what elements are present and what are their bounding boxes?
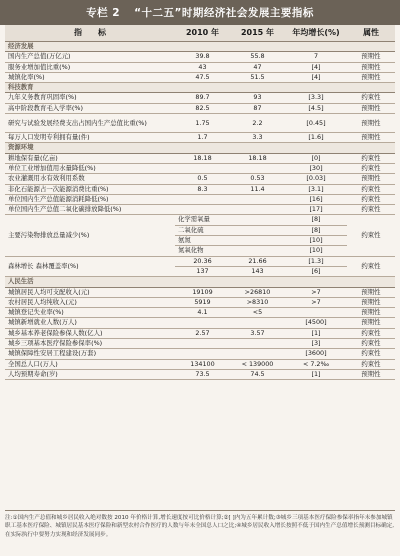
cell: 预期性 bbox=[347, 369, 395, 379]
category-row bbox=[5, 277, 395, 287]
table-row bbox=[5, 72, 395, 82]
cell: 预期性 bbox=[347, 174, 395, 184]
category-row bbox=[5, 83, 395, 93]
indicator-table bbox=[5, 25, 395, 380]
cell bbox=[175, 349, 230, 359]
cell: <5 bbox=[230, 308, 285, 318]
cell: 单位国内生产总值能源消耗降低(%) bbox=[5, 194, 175, 204]
cell: 137 bbox=[175, 266, 230, 276]
cell: 预期性 bbox=[347, 62, 395, 72]
cell: [0.45] bbox=[285, 114, 347, 133]
cell: [1] bbox=[285, 328, 347, 338]
cell: 1.75 bbox=[175, 114, 230, 133]
cell: 约束性 bbox=[347, 184, 395, 194]
cell: 城镇居民人均可支配收入(元) bbox=[5, 287, 175, 297]
cell: 全国总人口(万人) bbox=[5, 359, 175, 369]
header-2015: 2015 年 bbox=[230, 25, 285, 42]
category-tech: 科技教育 bbox=[5, 83, 395, 93]
cell: 约束性 bbox=[347, 93, 395, 103]
cell: 18.18 bbox=[175, 153, 230, 163]
header-row bbox=[5, 25, 395, 42]
cell: 3.57 bbox=[230, 328, 285, 338]
cell: [3] bbox=[285, 339, 347, 349]
cell bbox=[230, 339, 285, 349]
cell: 2.57 bbox=[175, 328, 230, 338]
cell: 约束性 bbox=[347, 194, 395, 204]
cell: 预期性 bbox=[347, 72, 395, 82]
table-row bbox=[5, 163, 395, 173]
cell: 19109 bbox=[175, 287, 230, 297]
cell: 九年义务教育巩固率(%) bbox=[5, 93, 175, 103]
cell: 82.5 bbox=[175, 103, 230, 113]
table-row bbox=[5, 328, 395, 338]
forest-label: 森林增长 bbox=[8, 261, 34, 270]
table-row bbox=[5, 308, 395, 318]
cell: [3600] bbox=[285, 349, 347, 359]
cell: 国内生产总值(万亿元) bbox=[5, 52, 175, 62]
cell: 预期性 bbox=[347, 308, 395, 318]
cell: 城镇化率(%) bbox=[5, 72, 175, 82]
table-row bbox=[5, 103, 395, 113]
cell: [0.03] bbox=[285, 174, 347, 184]
cell: 5919 bbox=[175, 297, 230, 307]
cell: 城镇新增就业人数(万人) bbox=[5, 318, 175, 328]
table-row bbox=[5, 93, 395, 103]
cell: 预期性 bbox=[347, 133, 395, 143]
table-row bbox=[5, 174, 395, 184]
cell: 非化石能源占一次能源消费比重(%) bbox=[5, 184, 175, 194]
cell: [16] bbox=[285, 194, 347, 204]
category-people: 人民生活 bbox=[5, 277, 395, 287]
table-row bbox=[5, 114, 395, 133]
cell: 氨氮 bbox=[175, 236, 285, 246]
table-row bbox=[5, 369, 395, 379]
forest-cov-label: 森林覆盖率(%) bbox=[35, 261, 79, 270]
cell bbox=[230, 163, 285, 173]
cell: [30] bbox=[285, 163, 347, 173]
cell bbox=[175, 318, 230, 328]
category-env: 资源环境 bbox=[5, 143, 395, 153]
cell bbox=[230, 194, 285, 204]
cell: 约束性 bbox=[347, 215, 395, 256]
cell: 人均预期寿命(岁) bbox=[5, 369, 175, 379]
cell: 93 bbox=[230, 93, 285, 103]
cell: 11.4 bbox=[230, 184, 285, 194]
cell: 化学需氧量 bbox=[175, 215, 285, 225]
category-economy: 经济发展 bbox=[5, 42, 395, 52]
cell bbox=[175, 194, 230, 204]
header-2010: 2010 年 bbox=[175, 25, 230, 42]
cell: 20.36 bbox=[175, 256, 230, 266]
cell bbox=[285, 308, 347, 318]
cell: 氮氧化物 bbox=[175, 246, 285, 256]
cell: [10] bbox=[285, 246, 347, 256]
table-row bbox=[5, 359, 395, 369]
forest-group-label bbox=[5, 256, 175, 277]
cell: 城乡基本养老保险参保人数(亿人) bbox=[5, 328, 175, 338]
cell: 高中阶段教育毛入学率(%) bbox=[5, 103, 175, 113]
cell: 18.18 bbox=[230, 153, 285, 163]
cell: [3.1] bbox=[285, 184, 347, 194]
cell: 每万人口发明专利拥有量(件) bbox=[5, 133, 175, 143]
header-growth: 年均增长(%) bbox=[285, 25, 347, 42]
table-row bbox=[5, 256, 395, 266]
cell: 约束性 bbox=[347, 205, 395, 215]
cell: 1.7 bbox=[175, 133, 230, 143]
cell: [0] bbox=[285, 153, 347, 163]
cell: [1] bbox=[285, 369, 347, 379]
cell: 43 bbox=[175, 62, 230, 72]
cell bbox=[175, 205, 230, 215]
cell: [4] bbox=[285, 72, 347, 82]
cell: 预期性 bbox=[347, 318, 395, 328]
cell: 二氧化硫 bbox=[175, 225, 285, 235]
cell: 55.8 bbox=[230, 52, 285, 62]
pollutant-group-label: 主要污染物排放总量减少(%) bbox=[5, 215, 175, 256]
cell: >8310 bbox=[230, 297, 285, 307]
cell: 预期性 bbox=[347, 297, 395, 307]
cell: 4.1 bbox=[175, 308, 230, 318]
table-title-bar bbox=[0, 0, 400, 25]
cell: 7 bbox=[285, 52, 347, 62]
cell: 8.3 bbox=[175, 184, 230, 194]
cell bbox=[230, 349, 285, 359]
cell: < 7.2‰ bbox=[285, 359, 347, 369]
cell: 2.2 bbox=[230, 114, 285, 133]
cell bbox=[230, 205, 285, 215]
table-title: “十二五”时期经济社会发展主要指标 bbox=[134, 7, 314, 19]
cell: 城镇保障性安居工程建设(万套) bbox=[5, 349, 175, 359]
table-row bbox=[5, 318, 395, 328]
cell: 73.5 bbox=[175, 369, 230, 379]
category-row bbox=[5, 143, 395, 153]
cell: 城镇登记失业率(%) bbox=[5, 308, 175, 318]
cell: 3.3 bbox=[230, 133, 285, 143]
cell: 研究与试验发展经费支出占国内生产总值比重(%) bbox=[5, 114, 175, 133]
cell: 21.66 bbox=[230, 256, 285, 266]
cell: [17] bbox=[285, 205, 347, 215]
cell: 约束性 bbox=[347, 163, 395, 173]
column-tag: 专栏 2 bbox=[86, 7, 121, 19]
cell: 约束性 bbox=[347, 328, 395, 338]
cell: 农业灌溉用水有效利用系数 bbox=[5, 174, 175, 184]
cell: [10] bbox=[285, 236, 347, 246]
cell: 87 bbox=[230, 103, 285, 113]
cell: 47 bbox=[230, 62, 285, 72]
cell: 约束性 bbox=[347, 359, 395, 369]
footnotes: 注:①国内生产总值和城乡居民收入绝对数按 2010 年价格计算,增长速度按可比价格计算;②[ ]内为五年累计数;③城乡三项基本医疗保险参保率指年末参加城镇职工基本医疗保险、城镇居民基本医疗保险和新型农村合作医疗的人数与年末全国总人口之比;④城乡居民收入增长按照不低于国内生产总值增长预测目标确定,在实际执行中要努力实现和经济发展同步。 bbox=[5, 510, 395, 539]
table-row bbox=[5, 297, 395, 307]
table-row bbox=[5, 349, 395, 359]
table-row bbox=[5, 62, 395, 72]
cell: >7 bbox=[285, 297, 347, 307]
table-row bbox=[5, 133, 395, 143]
cell: [8] bbox=[285, 225, 347, 235]
cell: 143 bbox=[230, 266, 285, 276]
table-row bbox=[5, 287, 395, 297]
cell: 47.5 bbox=[175, 72, 230, 82]
cell: 耕地保有量(亿亩) bbox=[5, 153, 175, 163]
table-row bbox=[5, 184, 395, 194]
cell: 89.7 bbox=[175, 93, 230, 103]
cell: 约束性 bbox=[347, 349, 395, 359]
cell: 单位国内生产总值二氧化碳排放降低(%) bbox=[5, 205, 175, 215]
cell: 0.53 bbox=[230, 174, 285, 184]
cell: 39.8 bbox=[175, 52, 230, 62]
table-row bbox=[5, 215, 395, 225]
table-row bbox=[5, 52, 395, 62]
cell: [6] bbox=[285, 266, 347, 276]
cell: 农村居民人均纯收入(元) bbox=[5, 297, 175, 307]
cell: 预期性 bbox=[347, 103, 395, 113]
cell: 城乡三项基本医疗保险参保率(%) bbox=[5, 339, 175, 349]
cell: 0.5 bbox=[175, 174, 230, 184]
cell: 预期性 bbox=[347, 52, 395, 62]
cell: 51.5 bbox=[230, 72, 285, 82]
table-row bbox=[5, 194, 395, 204]
cell: 约束性 bbox=[347, 153, 395, 163]
cell: 134100 bbox=[175, 359, 230, 369]
table-row bbox=[5, 153, 395, 163]
cell: >7 bbox=[285, 287, 347, 297]
cell: >26810 bbox=[230, 287, 285, 297]
cell bbox=[230, 318, 285, 328]
header-attribute: 属性 bbox=[347, 25, 395, 42]
table-row bbox=[5, 205, 395, 215]
category-row bbox=[5, 42, 395, 52]
cell: 约束性 bbox=[347, 256, 395, 277]
cell: [8] bbox=[285, 215, 347, 225]
cell: [1.6] bbox=[285, 133, 347, 143]
cell: 单位工业增加值用水量降低(%) bbox=[5, 163, 175, 173]
cell bbox=[175, 339, 230, 349]
cell: 预期性 bbox=[347, 287, 395, 297]
cell bbox=[175, 163, 230, 173]
cell: 74.5 bbox=[230, 369, 285, 379]
cell: [4] bbox=[285, 62, 347, 72]
table-row bbox=[5, 339, 395, 349]
header-indicator: 指 标 bbox=[5, 25, 175, 42]
cell: [4.5] bbox=[285, 103, 347, 113]
cell: 约束性 bbox=[347, 339, 395, 349]
cell: < 139000 bbox=[230, 359, 285, 369]
cell: 服务业增加值比重(%) bbox=[5, 62, 175, 72]
cell: [4500] bbox=[285, 318, 347, 328]
cell: [1.3] bbox=[285, 256, 347, 266]
cell: [3.3] bbox=[285, 93, 347, 103]
cell: 预期性 bbox=[347, 114, 395, 133]
